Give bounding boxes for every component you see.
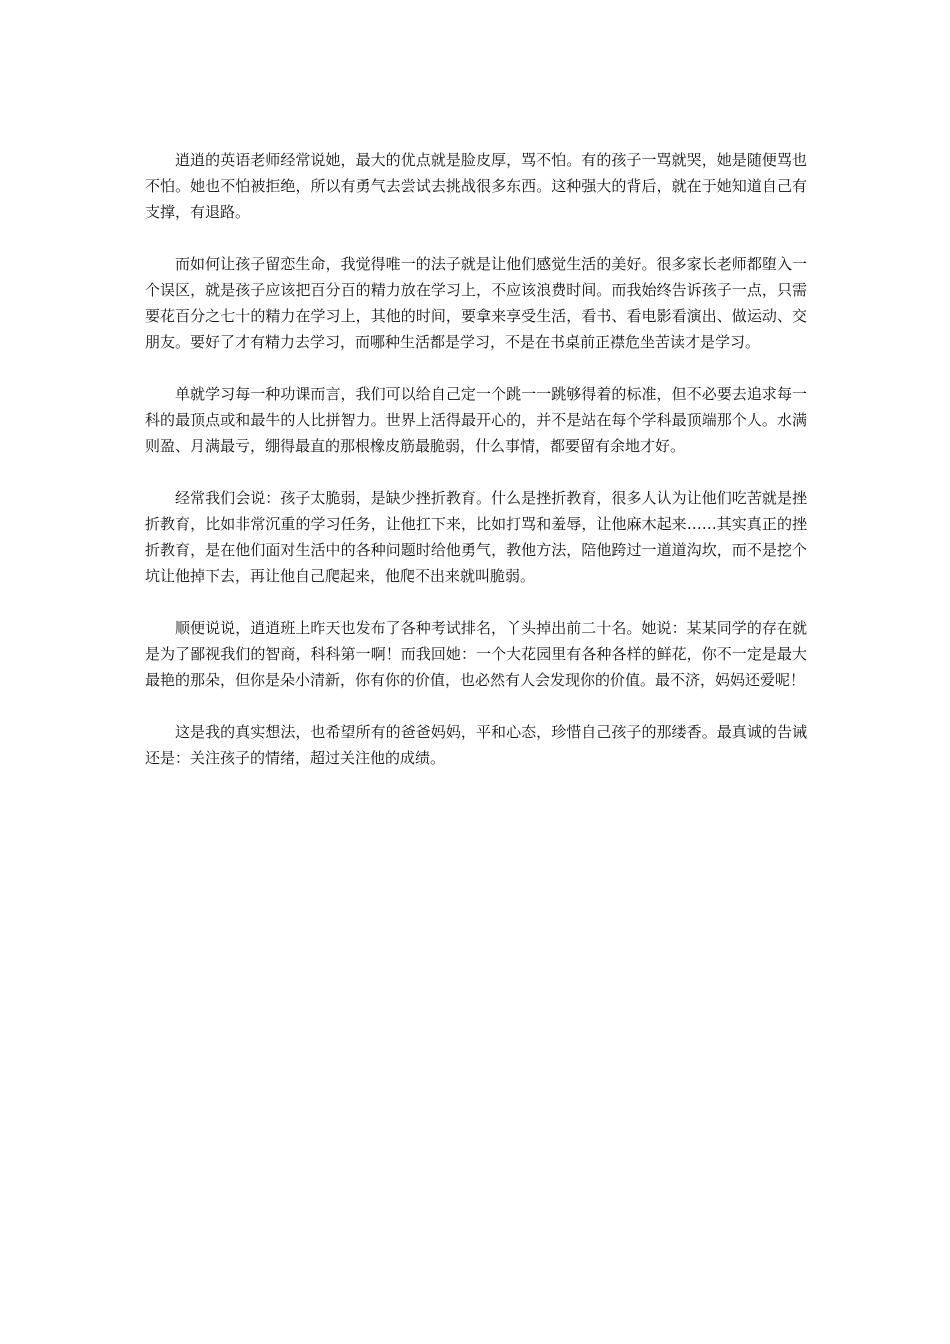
- paragraph-6: 这是我的真实想法，也希望所有的爸爸妈妈，平和心态，珍惜自己孩子的那缕香。最真诚的告诫还是：关注孩子的情绪，超过关注他的成绩。: [145, 723, 807, 767]
- paragraph-5: 顺便说说，逍逍班上昨天也发布了各种考试排名，丫头掉出前二十名。她说：某某同学的存在就是为了鄙视我们的智商，科科第一啊！而我回她：一个大花园里有各种各样的鲜花，你不一定是最大最艳的那朵，但你是朵小清新，你有你的价值，也必然有人会发现你的价值。最不济，妈妈还爱呢！: [145, 619, 807, 689]
- paragraph-2: 而如何让孩子留恋生命，我觉得唯一的法子就是让他们感觉生活的美好。很多家长老师都堕入一个误区，就是孩子应该把百分百的精力放在学习上，不应该浪费时间。而我始终告诉孩子一点，只需要花百分之七十的精力在学习上，其他的时间，要拿来享受生活，看书、看电影看演出、做运动、交朋友。要好了才有精力去学习，而哪种生活都是学习，不是在书桌前正襟危坐苦读才是学习。: [145, 255, 807, 351]
- paragraph-4: 经常我们会说：孩子太脆弱，是缺少挫折教育。什么是挫折教育，很多人认为让他们吃苦就是挫折教育，比如非常沉重的学习任务，让他扛下来，比如打骂和羞辱，让他麻木起来……其实真正的挫折教育，是在他们面对生活中的各种问题时给他勇气，教他方法，陪他跨过一道道沟坎，而不是挖个坑让他掉下去，再让他自己爬起来，他爬不出来就叫脆弱。: [145, 489, 807, 585]
- paragraph-3: 单就学习每一种功课而言，我们可以给自己定一个跳一一跳够得着的标准，但不必要去追求每一科的最顶点或和最牛的人比拼智力。世界上活得最开心的，并不是站在每个学科最顶端那个人。水满则盈、月满最亏，绷得最直的那根橡皮筋最脆弱，什么事情，都要留有余地才好。: [145, 385, 807, 455]
- document-page: [145, 147, 807, 797]
- paragraph-1: 逍逍的英语老师经常说她，最大的优点就是脸皮厚，骂不怕。有的孩子一骂就哭，她是随便骂也不怕。她也不怕被拒绝，所以有勇气去尝试去挑战很多东西。这种强大的背后，就在于她知道自己有支撑，有退路。: [145, 151, 807, 221]
